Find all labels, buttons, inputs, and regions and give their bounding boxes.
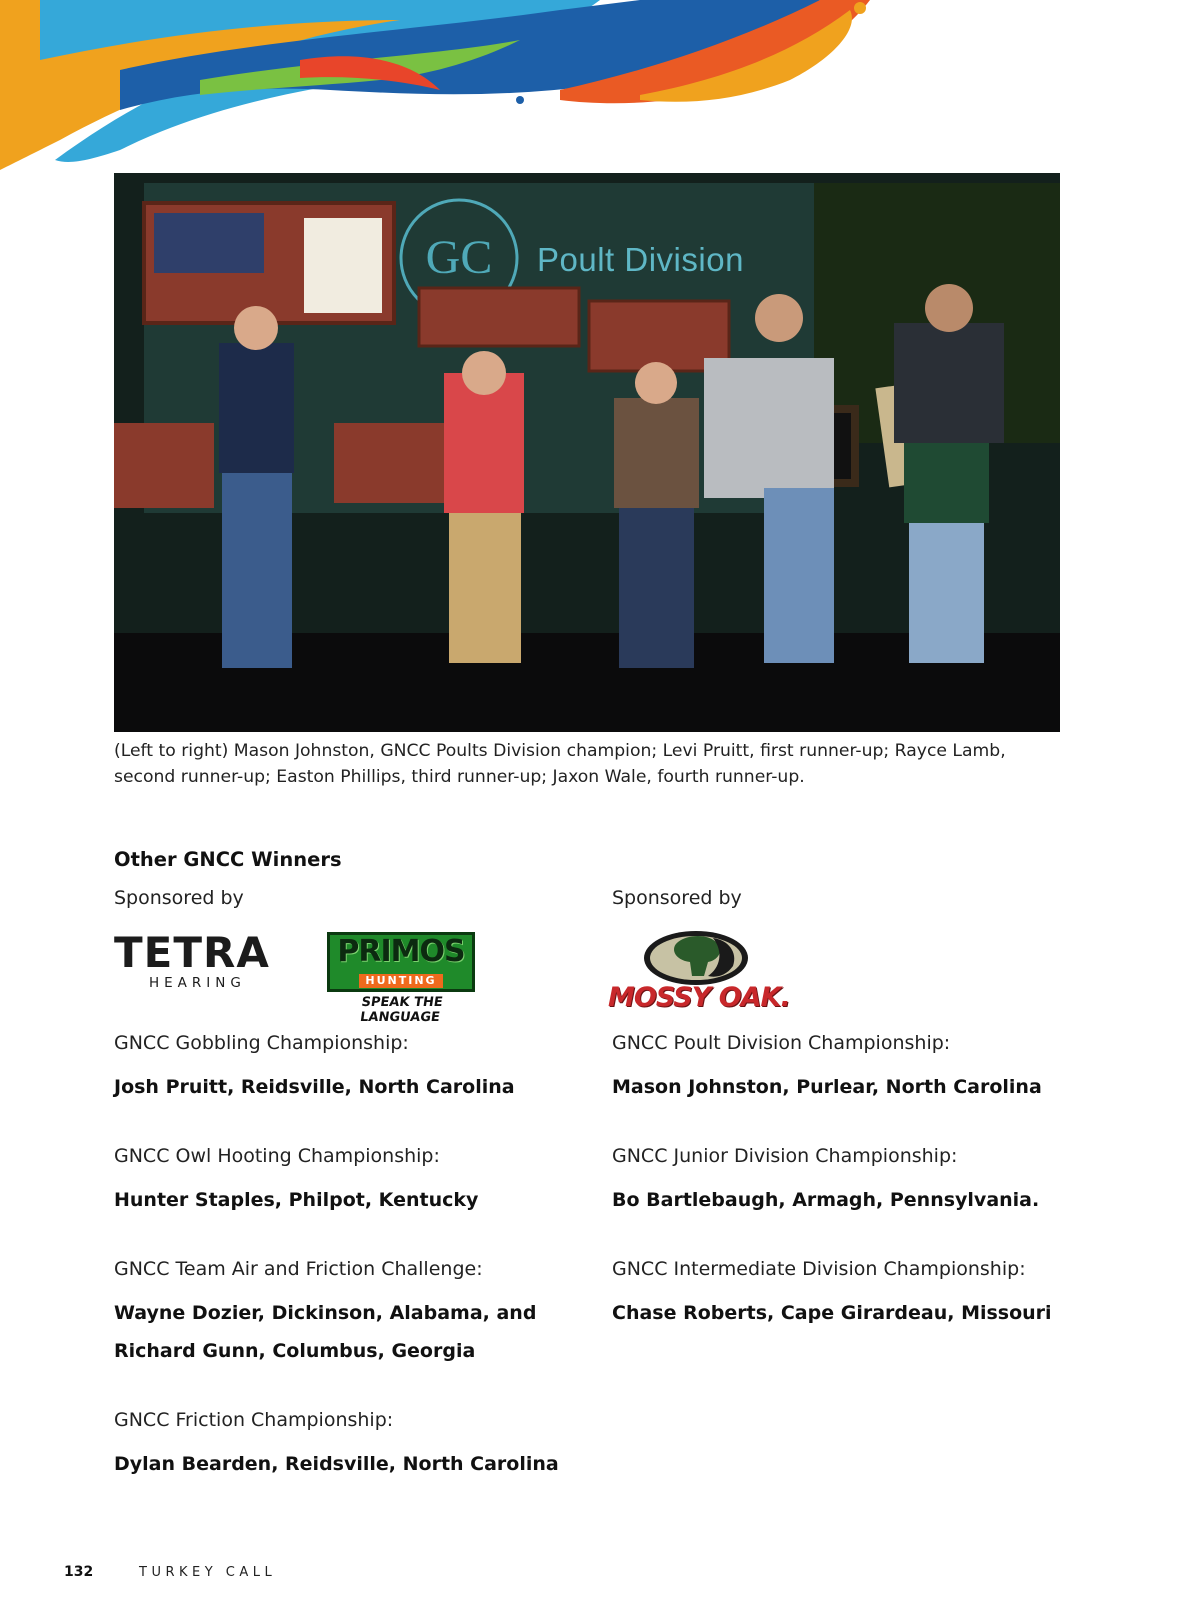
winner-name: Dylan Bearden, Reidsville, North Carolina (114, 1453, 559, 1475)
sponsored-by-left: Sponsored by (114, 887, 244, 909)
photo-caption: (Left to right) Mason Johnston, GNCC Poults Division champion; Levi Pruitt, first runner-up; Rayce Lamb, second runner-up; Easton Phillips, third runner-up; Jaxon Wale, fourth runner-up. (114, 741, 1006, 787)
primos-logo-word: PRIMOS (337, 934, 465, 969)
championship-label: GNCC Owl Hooting Championship: (114, 1145, 440, 1167)
winner-name: Chase Roberts, Cape Girardeau, Missouri (612, 1302, 1052, 1324)
primos-logo-box (327, 932, 475, 992)
tetra-hearing-logo (114, 928, 289, 991)
winner-name: Mason Johnston, Purlear, North Carolina (612, 1076, 1042, 1098)
winner-entry-owl-hooting (114, 1144, 594, 1219)
section-heading: Other GNCC Winners (114, 848, 342, 871)
winner-entry-team-air-friction (114, 1257, 544, 1370)
primos-logo-badge: HUNTING (359, 974, 442, 988)
mossy-oak-logo-word: MOSSY OAK. (608, 982, 790, 1013)
winner-name: Bo Bartlebaugh, Armagh, Pennsylvania. (612, 1189, 1040, 1211)
screen-banner-text: Poult Division (537, 241, 744, 278)
tetra-logo-sub: HEARING (149, 975, 246, 991)
championship-label: GNCC Poult Division Championship: (612, 1032, 951, 1054)
mossy-oak-tree-icon (608, 928, 798, 988)
sponsored-by-right: Sponsored by (612, 887, 742, 909)
championship-label: GNCC Junior Division Championship: (612, 1145, 958, 1167)
paint-stroke-banner (0, 0, 1200, 175)
championship-label: GNCC Intermediate Division Championship: (612, 1258, 1026, 1280)
page-number: 132 (64, 1564, 94, 1580)
primos-logo-tagline: SPEAK THE LANGUAGE (359, 995, 444, 1025)
primos-hunting-logo (327, 932, 475, 1025)
winner-entry-poult-division (612, 1031, 1092, 1106)
championship-label: GNCC Team Air and Friction Challenge: (114, 1258, 483, 1280)
winner-name: Hunter Staples, Philpot, Kentucky (114, 1189, 479, 1211)
winner-entry-junior-division (612, 1144, 1092, 1219)
winner-name: Wayne Dozier, Dickinson, Alabama, and Richard Gunn, Columbus, Georgia (114, 1302, 537, 1362)
mossy-oak-logo (608, 928, 798, 1016)
winner-entry-intermediate-division (612, 1257, 1092, 1332)
championship-label: GNCC Gobbling Championship: (114, 1032, 409, 1054)
championship-label: GNCC Friction Championship: (114, 1409, 394, 1431)
winner-name: Josh Pruitt, Reidsville, North Carolina (114, 1076, 515, 1098)
winner-entry-gobbling (114, 1031, 594, 1106)
award-ceremony-photo (114, 173, 1060, 732)
winner-entry-friction (114, 1408, 594, 1483)
publication-name: TURKEY CALL (139, 1565, 277, 1580)
tetra-logo-word: TETRA (114, 928, 270, 977)
svg-text:GC: GC (425, 231, 493, 284)
